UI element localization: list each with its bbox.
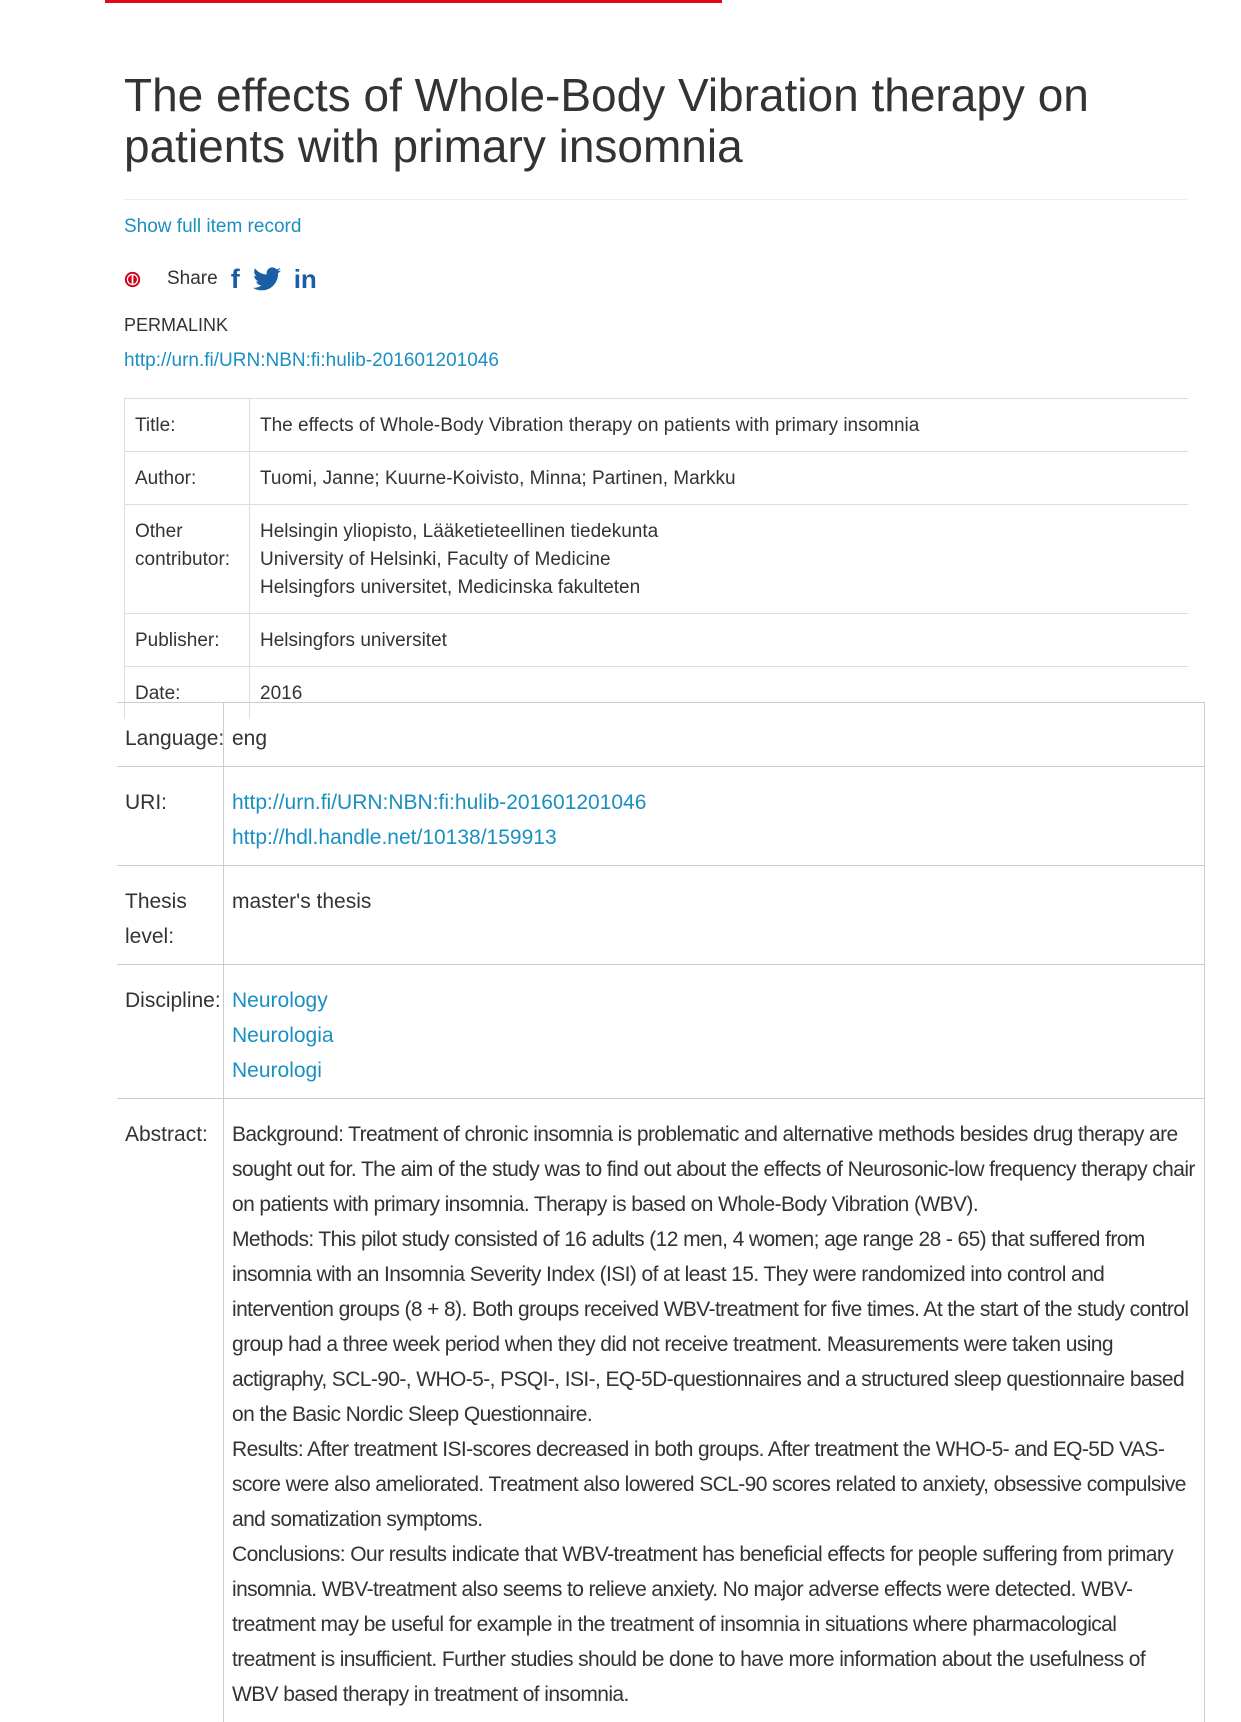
metadata-label-line: level: — [125, 925, 175, 948]
discipline-link[interactable]: Neurology — [232, 989, 328, 1012]
metadata-row-abstract — [117, 1099, 1204, 1722]
contributor-entry: University of Helsinki, Faculty of Medicine — [260, 549, 611, 570]
top-accent-bar — [105, 0, 722, 3]
uri-link[interactable]: http://urn.fi/URN:NBN:fi:hulib-201601201046 — [232, 791, 647, 814]
metadata-row-author — [125, 452, 1188, 505]
show-full-record-link[interactable]: Show full item record — [124, 216, 302, 237]
abstract-paragraph: Results: After treatment ISI-scores decreased in both groups. After treatment the WHO-5- and EQ-5D VAS-score were also ameliorated. Treatment also lowered SCL-90 scores related to anxiety, obsessive compulsive and somatization symptoms. — [232, 1438, 1186, 1531]
linkedin-icon[interactable] — [294, 266, 317, 292]
facebook-icon[interactable] — [230, 263, 240, 294]
discipline-link[interactable]: Neurologia — [232, 1024, 334, 1047]
metadata-label-line: Other — [135, 521, 183, 542]
page-title: The effects of Whole-Body Vibration therapy on patients with primary insomnia — [124, 69, 1089, 172]
linkedin-glyph: in — [293, 264, 317, 294]
twitter-icon[interactable] — [253, 267, 281, 291]
metadata-table-top — [124, 398, 1188, 719]
metadata-value — [224, 965, 1204, 1098]
metadata-row-publisher — [125, 614, 1188, 667]
share-row — [124, 263, 317, 295]
permalink-link[interactable]: http://urn.fi/URN:NBN:fi:hulib-201601201046 — [124, 350, 499, 371]
metadata-label-line: Thesis — [125, 890, 187, 913]
metadata-label: Discipline: — [117, 965, 224, 1098]
metadata-row-thesis-level — [117, 866, 1204, 965]
metadata-value: master's thesis — [232, 890, 372, 913]
metadata-label: URI: — [117, 767, 224, 865]
permalink-label: PERMALINK — [124, 315, 229, 335]
abstract-text — [224, 1099, 1204, 1722]
share-label: Share — [167, 268, 218, 289]
title-divider — [124, 199, 1187, 200]
metadata-row-discipline — [117, 965, 1204, 1099]
metadata-label: Title: — [125, 399, 250, 451]
metadata-label-line: contributor: — [135, 549, 231, 570]
uri-link[interactable]: http://hdl.handle.net/10138/159913 — [232, 826, 557, 849]
metadata-label: Publisher: — [125, 614, 250, 666]
metadata-label: Author: — [125, 452, 250, 504]
abstract-paragraph: Conclusions: Our results indicate that WBV-treatment has beneficial effects for people suffering from primary insomnia. WBV-treatment also seems to relieve anxiety. No major adverse effects were detected. WBV-treatment may be useful for example in the treatment of insomnia in situations where pharmacological treatment is insufficient. Further studies should be done to have more information about the usefulness of WBV based therapy in treatment of insomnia. — [232, 1543, 1174, 1706]
metadata-label: Abstract: — [117, 1099, 224, 1722]
metadata-value: Tuomi, Janne; Kuurne-Koivisto, Minna; Partinen, Markku — [260, 468, 736, 489]
metadata-label — [117, 866, 224, 964]
metadata-table-bottom — [117, 702, 1205, 1722]
metadata-row-uri — [117, 767, 1204, 866]
metadata-row-other-contributor — [125, 505, 1188, 614]
metadata-value: 2016 — [260, 683, 303, 704]
discipline-link[interactable]: Neurologi — [232, 1059, 322, 1082]
metadata-row-language — [117, 703, 1204, 767]
metadata-row-title — [125, 399, 1188, 452]
facebook-glyph: f — [230, 263, 240, 294]
metadata-value: The effects of Whole-Body Vibration therapy on patients with primary insomnia — [260, 415, 920, 436]
metadata-value — [224, 767, 1204, 865]
abstract-paragraph: Methods: This pilot study consisted of 16 adults (12 men, 4 women; age range 28 - 65) that suffered from insomnia with an Insomnia Severity Index (ISI) of at least 15. They were randomized into control and intervention groups (8 + 8). Both groups received WBV-treatment for five times. At the start of the study control group had a three week period when they did not receive treatment. Measurements were taken using actigraphy, SCL-90-, WHO-5-, PSQI-, ISI-, EQ-5D-questionnaires and a structured sleep questionnaire based on the Basic Nordic Sleep Questionnaire. — [232, 1228, 1189, 1426]
abstract-paragraph: Background: Treatment of chronic insomnia is problematic and alternative methods besides drug therapy are sought out for. The aim of the study was to find out about the effects of Neurosonic-low frequency therapy chair on patients with primary insomnia. Therapy is based on Whole-Body Vibration (WBV). — [232, 1123, 1195, 1216]
metadata-value: Helsingfors universitet — [260, 630, 447, 651]
metadata-label — [125, 505, 250, 613]
contributor-entry: Helsingin yliopisto, Lääketieteellinen tiedekunta — [260, 521, 659, 542]
metadata-value: eng — [232, 727, 268, 750]
altmetric-icon[interactable] — [124, 271, 141, 288]
metadata-label: Language: — [117, 703, 224, 766]
contributor-entry: Helsingfors universitet, Medicinska fakulteten — [260, 577, 641, 598]
metadata-value — [250, 505, 1188, 613]
metadata-label: Date: — [125, 667, 250, 719]
